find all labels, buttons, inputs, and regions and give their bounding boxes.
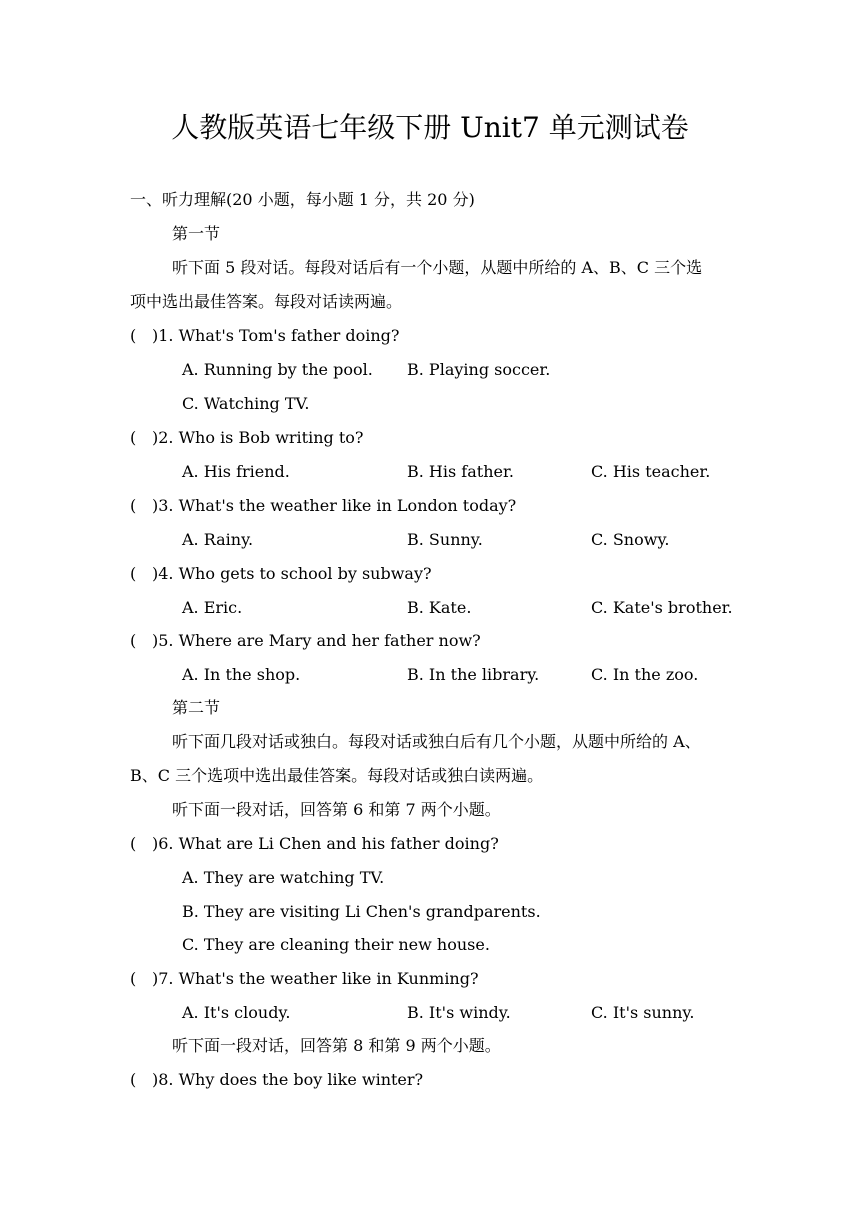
- option-b: B. His father.: [407, 462, 514, 481]
- answer-blank[interactable]: (: [130, 834, 137, 853]
- option-a: A. His friend.: [182, 462, 290, 481]
- option-c: C. His teacher.: [591, 462, 711, 481]
- option-c: C. Kate's brother.: [591, 598, 733, 617]
- part1-label: 第一节: [172, 224, 221, 243]
- question-stem: )4. Who gets to school by subway?: [152, 564, 432, 583]
- option-a: A. Eric.: [182, 598, 243, 617]
- question-stem: )2. Who is Bob writing to?: [152, 428, 364, 447]
- question-stem: )1. What's Tom's father doing?: [152, 326, 400, 345]
- answer-blank[interactable]: (: [130, 564, 137, 583]
- question-1: [130, 325, 399, 347]
- part2-instructions-line1: 听下面几段对话或独白。每段对话或独白后有几个小题，从题中所给的 A、: [172, 732, 701, 751]
- option-b: B. Kate.: [407, 598, 472, 617]
- part2-instructions-line2: B、C 三个选项中选出最佳答案。每段对话或独白读两遍。: [130, 766, 544, 785]
- option-a: A. Running by the pool.: [182, 360, 373, 379]
- option-c: C. Watching TV.: [182, 394, 310, 413]
- option-a: A. It's cloudy.: [182, 1003, 291, 1022]
- question-2: [130, 427, 363, 449]
- option-c: C. It's sunny.: [591, 1003, 695, 1022]
- group1-intro: 听下面一段对话，回答第 6 和第 7 两个小题。: [172, 800, 501, 819]
- option-b: B. It's windy.: [407, 1003, 511, 1022]
- question-6: [130, 833, 499, 855]
- question-8: [130, 1069, 423, 1091]
- question-3: [130, 495, 516, 517]
- answer-blank[interactable]: (: [130, 1070, 137, 1089]
- section-heading: 一、听力理解(20 小题，每小题 1 分，共 20 分): [130, 190, 475, 209]
- question-5: [130, 630, 481, 652]
- answer-blank[interactable]: (: [130, 326, 137, 345]
- question-7: [130, 968, 479, 990]
- part1-instructions-line2: 项中选出最佳答案。每段对话读两遍。: [130, 292, 403, 311]
- part2-label: 第二节: [172, 698, 221, 717]
- option-b: B. Playing soccer.: [407, 360, 551, 379]
- question-stem: )8. Why does the boy like winter?: [152, 1070, 424, 1089]
- page-title: 人教版英语七年级下册 Unit7 单元测试卷: [171, 111, 689, 144]
- option-c: C. In the zoo.: [591, 665, 699, 684]
- option-a: A. In the shop.: [182, 665, 301, 684]
- question-stem: )6. What are Li Chen and his father doing?: [152, 834, 499, 853]
- option-a: A. Rainy.: [182, 530, 254, 549]
- option-b: B. Sunny.: [407, 530, 483, 549]
- option-c: C. They are cleaning their new house.: [182, 935, 490, 954]
- answer-blank[interactable]: (: [130, 428, 137, 447]
- question-stem: )5. Where are Mary and her father now?: [152, 631, 481, 650]
- answer-blank[interactable]: (: [130, 969, 137, 988]
- answer-blank[interactable]: (: [130, 631, 137, 650]
- question-stem: )3. What's the weather like in London today?: [152, 496, 517, 515]
- group2-intro: 听下面一段对话，回答第 8 和第 9 两个小题。: [172, 1036, 501, 1055]
- option-c: C. Snowy.: [591, 530, 670, 549]
- part1-instructions-line1: 听下面 5 段对话。每段对话后有一个小题，从题中所给的 A、B、C 三个选: [172, 258, 703, 277]
- option-a: A. They are watching TV.: [182, 868, 385, 887]
- option-b: B. They are visiting Li Chen's grandparents.: [182, 902, 541, 921]
- option-b: B. In the library.: [407, 665, 540, 684]
- question-4: [130, 563, 432, 585]
- question-stem: )7. What's the weather like in Kunming?: [152, 969, 479, 988]
- answer-blank[interactable]: (: [130, 496, 137, 515]
